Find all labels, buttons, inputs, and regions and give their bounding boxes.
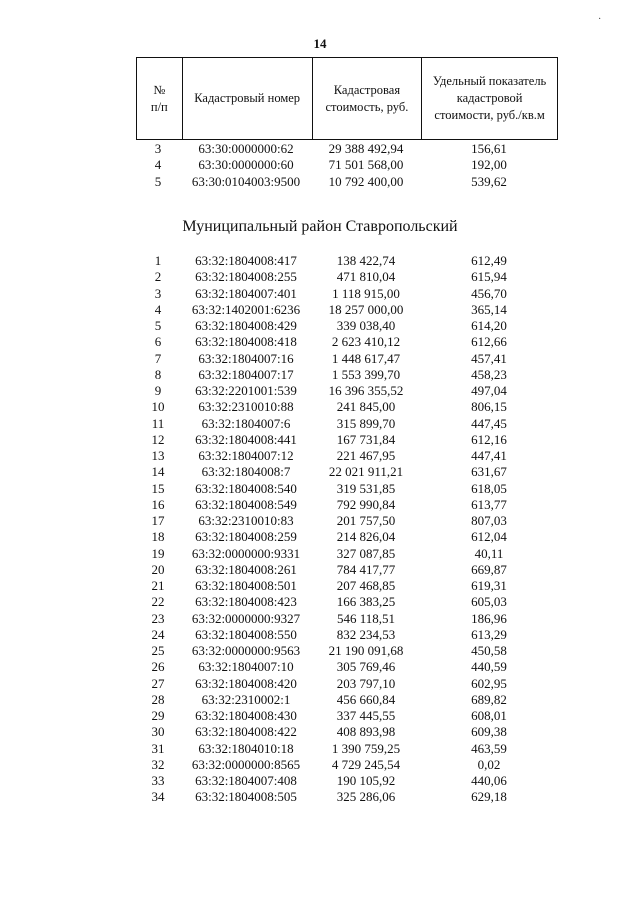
table-row <box>136 578 558 594</box>
cadastral-cost: 456 660,84 <box>336 691 396 707</box>
table-row <box>136 773 558 789</box>
row-number: 29 <box>151 708 165 723</box>
row-number: 7 <box>154 350 162 366</box>
table-row <box>136 481 558 497</box>
cadastral-number: 63:32:2310010:88 <box>198 399 294 415</box>
cadastral-number: 63:32:1804007:10 <box>198 659 294 675</box>
specific-indicator: 192,00 <box>471 157 507 173</box>
row-number: 23 <box>151 610 165 626</box>
cadastral-number: 63:32:1804008:550 <box>195 626 297 642</box>
specific-indicator: 457,41 <box>471 350 507 366</box>
cadastral-number: 63:32:1804008:429 <box>195 318 297 333</box>
specific-indicator: 605,03 <box>471 594 507 610</box>
cadastral-cost: 4 729 245,54 <box>331 756 401 772</box>
specific-indicator: 612,66 <box>471 334 507 350</box>
specific-indicator: 613,77 <box>471 496 507 512</box>
table-row <box>136 594 558 610</box>
specific-indicator: 365,14 <box>471 301 507 317</box>
specific-indicator: 156,61 <box>471 141 507 156</box>
cadastral-cost: 71 501 568,00 <box>328 157 404 173</box>
cadastral-number: 63:32:1804008:261 <box>195 561 297 577</box>
specific-indicator: 450,58 <box>471 643 507 658</box>
specific-indicator: 458,23 <box>471 366 507 382</box>
table-row <box>136 692 558 708</box>
table-row <box>136 757 558 773</box>
cadastral-number: 63:30:0000000:62 <box>198 141 294 156</box>
row-number: 27 <box>151 675 165 691</box>
table-row <box>136 643 558 659</box>
cadastral-cost: 22 021 911,21 <box>328 464 404 480</box>
specific-indicator: 608,01 <box>471 708 507 723</box>
row-number: 4 <box>154 301 162 317</box>
row-number: 31 <box>151 740 165 756</box>
row-number: 33 <box>151 773 165 788</box>
cadastral-cost: 190 105,92 <box>336 773 396 788</box>
cadastral-cost: 2 623 410,12 <box>331 334 401 350</box>
row-number: 5 <box>154 173 162 189</box>
specific-indicator: 186,96 <box>471 610 507 626</box>
cadastral-number: 63:32:1804008:441 <box>195 431 297 447</box>
row-number: 17 <box>151 513 165 528</box>
cadastral-cost: 546 118,51 <box>336 610 396 626</box>
row-number: 21 <box>151 578 165 593</box>
table-row <box>136 627 558 643</box>
cadastral-number: 63:32:1804008:540 <box>195 480 297 496</box>
cadastral-cost: 214 826,04 <box>336 529 396 545</box>
cadastral-cost: 201 757,50 <box>336 513 396 528</box>
row-number: 19 <box>151 545 165 561</box>
cadastral-cost: 167 731,84 <box>336 431 396 447</box>
specific-indicator: 689,82 <box>471 691 507 707</box>
row-number: 9 <box>154 383 162 398</box>
specific-indicator: 806,15 <box>471 399 507 415</box>
specific-indicator: 497,04 <box>471 383 507 398</box>
specific-indicator: 618,05 <box>471 480 507 496</box>
row-number: 3 <box>154 141 162 156</box>
specific-indicator: 447,41 <box>471 448 507 463</box>
table-row <box>136 383 558 399</box>
cadastral-number: 63:32:1804010:18 <box>198 740 294 756</box>
row-number: 22 <box>151 594 165 610</box>
cadastral-cost: 1 553 399,70 <box>331 366 401 382</box>
header-cadastral-number: Кадастровый номер <box>182 58 312 140</box>
specific-indicator: 456,70 <box>471 285 507 301</box>
cadastral-number: 63:32:0000000:8565 <box>191 756 301 772</box>
row-number: 1 <box>154 253 162 268</box>
cadastral-cost: 784 417,77 <box>336 561 396 577</box>
row-number: 2 <box>154 269 162 285</box>
table-row <box>136 399 558 415</box>
specific-indicator: 629,18 <box>471 789 507 805</box>
row-number: 8 <box>154 366 162 382</box>
table-row <box>136 416 558 432</box>
table-row <box>136 497 558 513</box>
specific-indicator: 615,94 <box>471 269 507 285</box>
cadastral-number: 63:32:0000000:9563 <box>191 643 301 658</box>
cadastral-number: 63:32:1804007:401 <box>195 285 297 301</box>
table-row <box>136 448 558 464</box>
cadastral-number: 63:32:1804008:430 <box>195 708 297 723</box>
table-row <box>136 334 558 350</box>
table-row <box>136 513 558 529</box>
table-row <box>136 464 558 480</box>
section-title: Муниципальный район Ставропольский <box>182 218 458 235</box>
specific-indicator: 619,31 <box>471 578 507 593</box>
specific-indicator: 463,59 <box>471 740 507 756</box>
row-number: 34 <box>151 789 165 805</box>
table-row <box>136 659 558 675</box>
cadastral-cost: 408 893,98 <box>336 724 396 740</box>
cadastral-number: 63:32:1804008:423 <box>195 594 297 610</box>
table-row <box>136 741 558 757</box>
cadastral-number: 63:32:0000000:9331 <box>191 545 301 561</box>
specific-indicator: 440,59 <box>471 659 507 675</box>
specific-indicator: 807,03 <box>471 513 507 528</box>
table-row <box>136 724 558 740</box>
cadastral-number: 63:32:1804008:255 <box>195 269 297 285</box>
table-row <box>136 286 558 302</box>
table-row <box>136 432 558 448</box>
cadastral-number: 63:32:2201001:539 <box>195 383 297 398</box>
table-row <box>136 367 558 383</box>
row-number: 11 <box>151 415 165 431</box>
cadastral-number: 63:30:0000000:60 <box>198 157 294 173</box>
cadastral-cost: 792 990,84 <box>336 496 396 512</box>
cadastral-number: 63:32:1804008:422 <box>195 724 297 740</box>
cadastral-number: 63:32:1804008:549 <box>195 496 297 512</box>
row-number: 20 <box>151 561 165 577</box>
cadastral-cost: 339 038,40 <box>336 318 396 333</box>
table-row <box>136 708 558 724</box>
cadastral-number: 63:32:1804007:12 <box>198 448 294 463</box>
cadastral-cost: 207 468,85 <box>336 578 396 593</box>
row-number: 15 <box>151 480 165 496</box>
cadastral-number: 63:32:1804008:418 <box>195 334 297 350</box>
row-number: 4 <box>154 157 162 173</box>
table-row <box>136 253 558 269</box>
cadastral-cost: 315 899,70 <box>336 415 396 431</box>
specific-indicator: 447,45 <box>471 415 507 431</box>
table-row <box>136 141 558 157</box>
specific-indicator: 669,87 <box>471 561 507 577</box>
row-number: 18 <box>151 529 165 545</box>
table-row <box>136 351 558 367</box>
cadastral-number: 63:32:1402001:6236 <box>191 301 301 317</box>
cadastral-cost: 471 810,04 <box>336 269 396 285</box>
margin-mark: · <box>598 14 602 25</box>
specific-indicator: 539,62 <box>471 173 507 189</box>
cadastral-cost: 166 383,25 <box>336 594 396 610</box>
row-number: 6 <box>154 334 162 350</box>
table-row <box>136 269 558 285</box>
cadastral-number: 63:32:2310010:83 <box>198 513 294 528</box>
cadastral-cost: 319 531,85 <box>336 480 396 496</box>
continued-rows <box>136 141 558 190</box>
stavropolsky-rows <box>136 253 558 806</box>
specific-indicator: 613,29 <box>471 626 507 642</box>
row-number: 26 <box>151 659 165 675</box>
cadastral-cost: 10 792 400,00 <box>328 173 404 189</box>
page-number: 14 <box>313 36 327 51</box>
cadastral-cost: 138 422,74 <box>336 253 396 268</box>
cadastral-cost: 1 390 759,25 <box>331 740 401 756</box>
row-number: 5 <box>154 318 162 333</box>
cadastral-cost: 203 797,10 <box>336 675 396 691</box>
cadastral-number: 63:32:1804008:501 <box>195 578 297 593</box>
cadastral-cost: 337 445,55 <box>336 708 396 723</box>
table-row <box>136 789 558 805</box>
cadastral-cost: 18 257 000,00 <box>328 301 404 317</box>
header-cadastral-cost: Кадастровая стоимость, руб. <box>312 58 422 140</box>
header-number: № п/п <box>137 58 183 140</box>
column-header-table <box>136 57 558 140</box>
cadastral-number: 63:32:1804007:6 <box>201 415 291 431</box>
cadastral-cost: 241 845,00 <box>336 399 396 415</box>
cadastral-cost: 1 118 915,00 <box>332 285 400 301</box>
cadastral-number: 63:32:0000000:9327 <box>191 610 301 626</box>
row-number: 10 <box>151 399 165 415</box>
table-row <box>136 676 558 692</box>
cadastral-cost: 832 234,53 <box>336 626 396 642</box>
cadastral-number: 63:32:1804008:505 <box>195 789 297 805</box>
cadastral-number: 63:32:1804008:259 <box>195 529 297 545</box>
cadastral-number: 63:32:1804008:7 <box>201 464 291 480</box>
table-row <box>136 174 558 190</box>
row-number: 32 <box>151 756 165 772</box>
row-number: 28 <box>151 691 165 707</box>
specific-indicator: 612,49 <box>471 253 507 268</box>
specific-indicator: 602,95 <box>471 675 507 691</box>
specific-indicator: 614,20 <box>471 318 507 333</box>
specific-indicator: 609,38 <box>471 724 507 740</box>
cadastral-number: 63:32:1804008:420 <box>195 675 297 691</box>
cadastral-cost: 16 396 355,52 <box>328 383 404 398</box>
row-number: 13 <box>151 448 165 463</box>
table-row <box>136 302 558 318</box>
cadastral-number: 63:32:1804008:417 <box>195 253 297 268</box>
cadastral-cost: 221 467,95 <box>336 448 396 463</box>
cadastral-number: 63:32:1804007:408 <box>195 773 297 788</box>
specific-indicator: 631,67 <box>471 464 507 480</box>
row-number: 16 <box>151 496 165 512</box>
table-row <box>136 611 558 627</box>
row-number: 30 <box>151 724 165 740</box>
cadastral-number: 63:32:2310002:1 <box>201 691 291 707</box>
specific-indicator: 612,16 <box>471 431 507 447</box>
cadastral-cost: 305 769,46 <box>336 659 396 675</box>
cadastral-number: 63:32:1804007:16 <box>198 350 294 366</box>
specific-indicator: 0,02 <box>477 756 501 772</box>
cadastral-number: 63:30:0104003:9500 <box>191 173 301 189</box>
table-row <box>136 318 558 334</box>
table-row <box>136 562 558 578</box>
cadastral-cost: 325 286,06 <box>336 789 396 805</box>
row-number: 25 <box>151 643 165 658</box>
row-number: 12 <box>151 431 165 447</box>
cadastral-number: 63:32:1804007:17 <box>198 366 294 382</box>
row-number: 24 <box>151 626 165 642</box>
header-specific-indicator: Удельный показатель кадастровой стоимости, руб./кв.м <box>422 58 558 140</box>
table-row <box>136 529 558 545</box>
cadastral-cost: 29 388 492,94 <box>328 141 404 156</box>
cadastral-cost: 21 190 091,68 <box>328 643 404 658</box>
specific-indicator: 440,06 <box>471 773 507 788</box>
cadastral-cost: 327 087,85 <box>336 545 396 561</box>
cadastral-cost: 1 448 617,47 <box>331 350 401 366</box>
table-row <box>136 546 558 562</box>
specific-indicator: 612,04 <box>471 529 507 545</box>
row-number: 3 <box>154 285 162 301</box>
row-number: 14 <box>151 464 165 480</box>
specific-indicator: 40,11 <box>474 545 504 561</box>
table-row <box>136 157 558 173</box>
